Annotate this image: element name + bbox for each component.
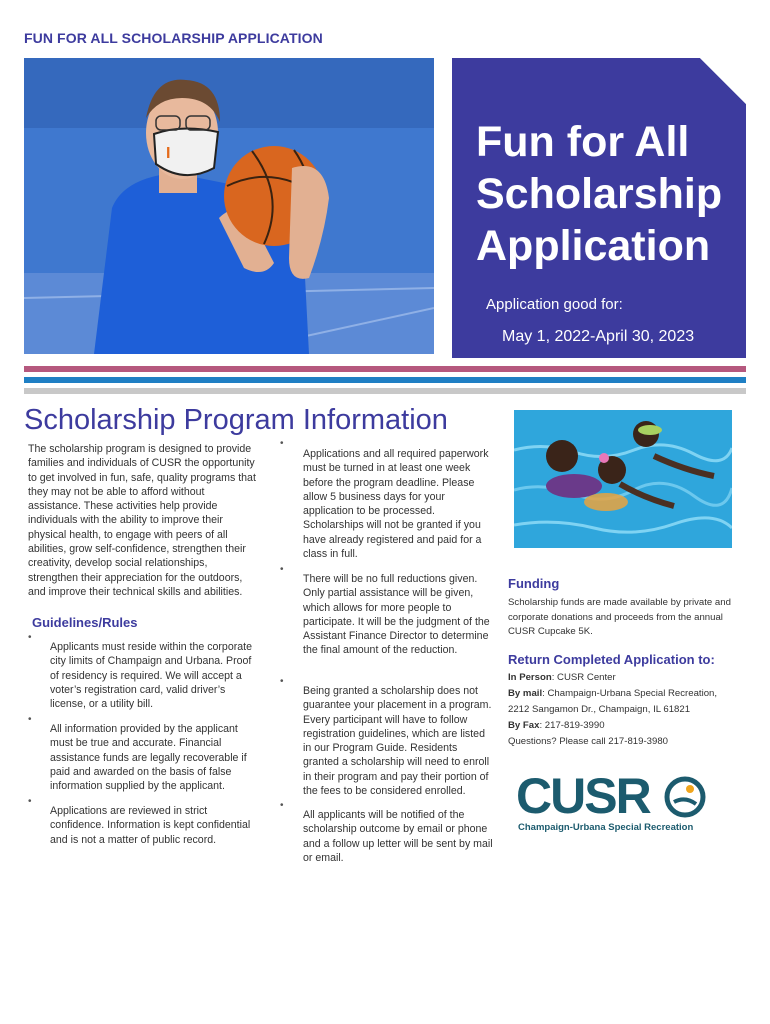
guideline-text: All information provided by the applicant must be true and accurate. Financial assistance funds are legally recoverable if paid and awarded on the basis of false information supplied by the applicant. [50, 723, 247, 793]
bullet-icon: • [28, 714, 32, 725]
guideline-text: Applications are reviewed in strict confidence. Information is kept confidential and is not a matter of public record. [50, 805, 251, 846]
in-person-label: In Person [508, 672, 552, 683]
validity-dates: May 1, 2022-April 30, 2023 [502, 328, 695, 345]
bullet-icon: • [280, 800, 284, 811]
rule-text: All applicants will be notified of the scholarship outcome by email or phone and a follow up letter will be sent by mail or email. [303, 809, 493, 864]
bullet-icon: • [280, 676, 284, 687]
fax-line [508, 720, 605, 731]
return-heading: Return Completed Application to: [508, 652, 715, 667]
divider-stripe-blue [24, 377, 746, 383]
svg-text:I: I [166, 145, 171, 162]
hero-title-line-3: Application [476, 222, 711, 270]
mail-line [508, 688, 717, 699]
fax-value: : 217-819-3990 [539, 720, 605, 731]
divider-stripe-pink [24, 366, 746, 372]
validity-label: Application good for: [486, 296, 623, 313]
questions-line: Questions? Please call 217-819-3980 [508, 736, 669, 747]
hero-title-line-1: Fun for All [476, 118, 690, 166]
in-person-value: : CUSR Center [551, 672, 616, 683]
section-title: Scholarship Program Information [24, 404, 448, 436]
funding-heading: Funding [508, 576, 560, 591]
guidelines-heading: Guidelines/Rules [32, 615, 138, 630]
logo-tagline: Champaign-Urbana Special Recreation [518, 822, 694, 833]
hero-title-line-2: Scholarship [476, 170, 723, 218]
hero-photo-basketball [24, 58, 434, 354]
bullet-icon: • [28, 632, 32, 643]
guideline-text: Applicants must reside within the corporate city limits of Champaign and Urbana. Proof of residency is required. We will accept a voter’s registration card, valid driver’s license, or a utility bill. [50, 641, 252, 711]
bullet-icon: • [28, 796, 32, 807]
hero-title [476, 116, 736, 272]
cusr-logo [516, 768, 710, 838]
bullet-icon: • [280, 564, 284, 575]
mail-value: : Champaign-Urbana Special Recreation, [542, 688, 718, 699]
rule-text: Being granted a scholarship does not guarantee your placement in a program. Every participant will have to follow registration guidelines, which are listed in our Program Guide. Residents granted a scholarship will need to enroll in their program and pay their portion of the fees to be considered enrolled. [303, 685, 492, 798]
logo-swimmer-icon [664, 776, 706, 818]
program-intro: The scholarship program is designed to provide families and individuals of CUSR the opportunity to get involved in fun, safe, quality programs that they may not be able to afford without assistance. These activities help provide individuals with the ability to improve their physical health, to engage with peers of all abilities, grow self-confidence, strengthen their creativity, develop social relationships, strengthen their appreciation for the outdoors, and improve their technical skills and abilities. [28, 443, 256, 598]
divider-stripe-gray [24, 388, 746, 394]
funding-text: Scholarship funds are made available by private and corporate donations and proceeds from the annual CUSR Cupcake 5K. [508, 597, 731, 637]
logo-wordmark: CUSR [516, 768, 650, 824]
rule-text: There will be no full reductions given. Only partial assistance will be given, which allows for more people to participate. It will be the judgment of the Assistant Finance Director to determine the final amount of the reduction. [303, 573, 490, 657]
mail-address-line: 2212 Sangamon Dr., Champaign, IL 61821 [508, 704, 691, 715]
bullet-icon: • [280, 438, 284, 449]
in-person-line [508, 672, 616, 683]
document-header: FUN FOR ALL SCHOLARSHIP APPLICATION [24, 30, 323, 46]
mail-label: By mail [508, 688, 543, 699]
swimming-photo [514, 410, 732, 548]
rule-text: Applications and all required paperwork must be turned in at least one week before the program deadline. Please allow 5 business days for your application to be processed. Scholarships will not be granted if you have already registered and paid for a class in full. [303, 448, 489, 561]
fax-label: By Fax [508, 720, 540, 731]
